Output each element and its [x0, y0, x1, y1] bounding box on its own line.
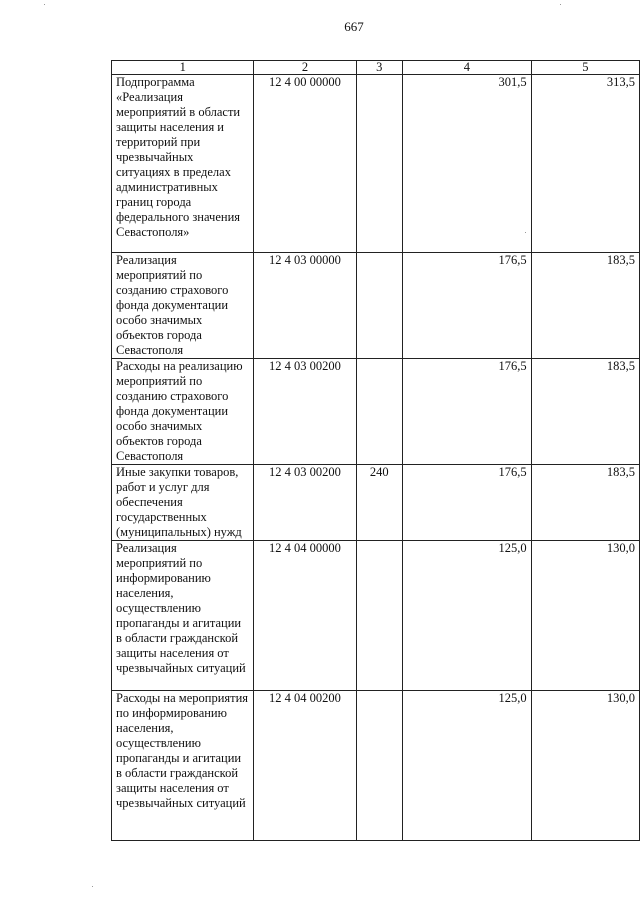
row-type-cell: 240 [356, 465, 402, 541]
row-name-cell: Подпрограмма «Реализация мероприятий в области защиты населения и территорий при чрезвычайных ситуациях в пределах административных границ города федерального значения Севастополя» [112, 75, 254, 253]
row-code-cell: 12 4 04 00200 [254, 691, 356, 841]
column-header-2: 2 [254, 61, 356, 75]
row-code-cell: 12 4 03 00000 [254, 253, 356, 359]
scan-speck [525, 232, 526, 233]
table-header-row [112, 61, 640, 75]
row-value-4-cell: 176,5 [403, 359, 532, 465]
row-name-cell: Расходы на реализацию мероприятий по созданию страхового фонда документации особо значимых объектов города Севастополя [112, 359, 254, 465]
row-type-cell [356, 359, 402, 465]
row-value-4-cell: 125,0 [403, 691, 532, 841]
column-header-5: 5 [531, 61, 639, 75]
row-value-4-cell: 176,5 [403, 465, 532, 541]
row-code-cell: 12 4 04 00000 [254, 541, 356, 691]
row-value-5-cell: 313,5 [531, 75, 639, 253]
row-value-5-cell: 130,0 [531, 691, 639, 841]
table-row [112, 541, 640, 691]
row-name-cell: Иные закупки товаров, работ и услуг для обеспечения государственных (муниципальных) нужд [112, 465, 254, 541]
row-code-cell: 12 4 00 00000 [254, 75, 356, 253]
table-row [112, 465, 640, 541]
table-row [112, 253, 640, 359]
scan-speck [92, 886, 93, 887]
row-code-cell: 12 4 03 00200 [254, 359, 356, 465]
table-row [112, 359, 640, 465]
row-value-5-cell: 130,0 [531, 541, 639, 691]
row-type-cell [356, 691, 402, 841]
scan-speck [44, 4, 45, 5]
table-row [112, 691, 640, 841]
row-value-5-cell: 183,5 [531, 465, 639, 541]
row-type-cell [356, 75, 402, 253]
row-value-4-cell: 176,5 [403, 253, 532, 359]
page-number: 667 [344, 19, 364, 34]
row-value-5-cell: 183,5 [531, 253, 639, 359]
row-value-4-cell: 301,5 [403, 75, 532, 253]
column-header-3: 3 [356, 61, 402, 75]
row-value-5-cell: 183,5 [531, 359, 639, 465]
row-name-cell: Реализация мероприятий по созданию страхового фонда документации особо значимых объектов города Севастополя [112, 253, 254, 359]
row-name-cell: Расходы на мероприятия по информированию населения, осуществлению пропаганды и агитации в области гражданской защиты населения от чрезвычайных ситуаций [112, 691, 254, 841]
table-row [112, 75, 640, 253]
budget-table [111, 60, 640, 841]
row-value-4-cell: 125,0 [403, 541, 532, 691]
row-name-cell: Реализация мероприятий по информированию населения, осуществлению пропаганды и агитации в области гражданской защиты населения от чрезвычайных ситуаций [112, 541, 254, 691]
row-code-cell: 12 4 03 00200 [254, 465, 356, 541]
column-header-4: 4 [403, 61, 532, 75]
scan-speck [560, 4, 561, 5]
column-header-1: 1 [112, 61, 254, 75]
row-type-cell [356, 253, 402, 359]
row-type-cell [356, 541, 402, 691]
